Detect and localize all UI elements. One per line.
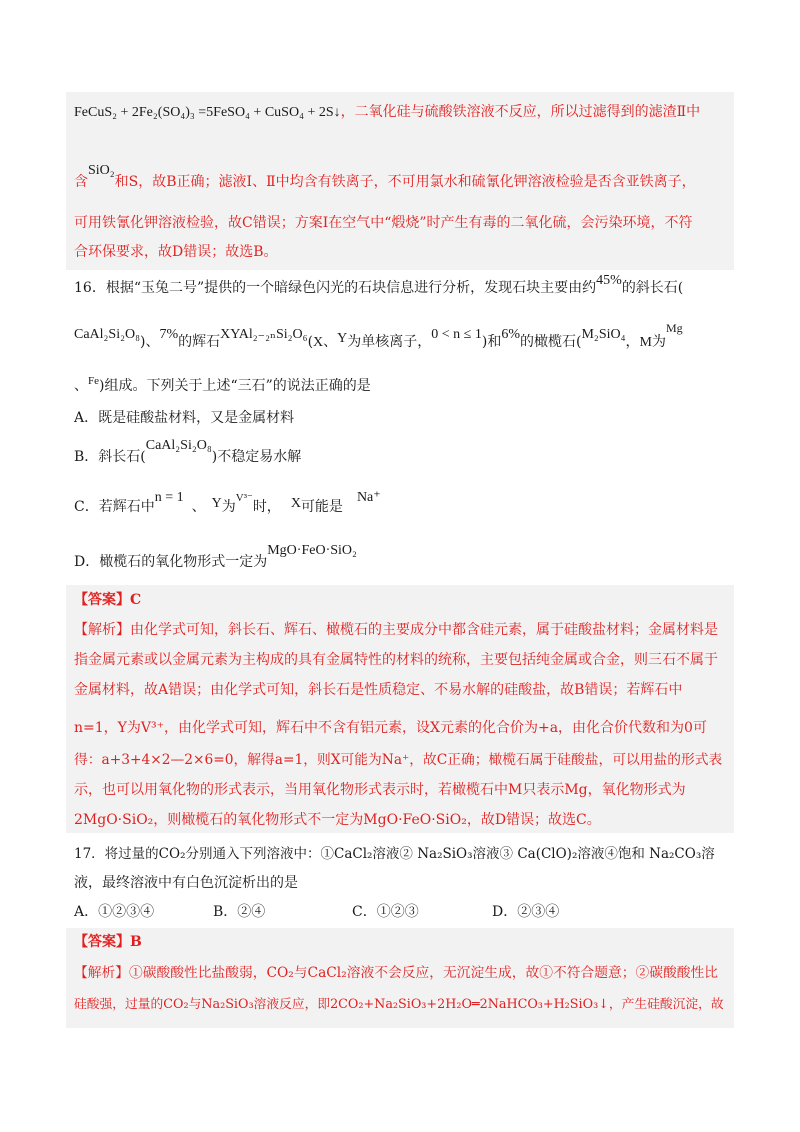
question-17-stem: 液，最终溶液中有白色沉淀析出的是	[74, 875, 298, 891]
explanation-line: 硅酸强，过量的CO₂与Na₂SiO₃溶液反应，即2CO₂+Na₂SiO₃+2H₂O═2NaHCO₃+H₂SiO₃↓，产生硅酸沉淀，故	[74, 997, 724, 1012]
line: 可用铁氰化钾溶液检验，故C错误；方案Ⅰ在空气中“煅烧”时产生有毒的二氧化硫，会污染环境，不符	[74, 215, 693, 231]
question-16-stem: 16．根据“玉兔二号”提供的一个暗绿色闪光的石块信息进行分析，发现石块主要由约45%的斜长石(	[74, 273, 684, 296]
formula: M₂SiO₄	[581, 327, 626, 342]
explanation-line: 【解析】①碳酸酸性比盐酸弱，CO₂与CaCl₂溶液不会反应，无沉淀生成，故①不符合题意；②碳酸酸性比	[74, 965, 718, 981]
formula: SiO₂	[88, 163, 115, 178]
answer: 【答案】C	[74, 592, 142, 608]
explanation-line: 【解析】由化学式可知，斜长石、辉石、橄榄石的主要成分中都含硅元素，属于硅酸盐材料；金属材料是	[74, 622, 718, 638]
explanation-line: 2MgO·SiO₂，则橄榄石的氧化物形式不一定为MgO·FeO·SiO₂，故D错误；故选C。	[74, 812, 601, 828]
formula: CaAl₂Si₂O₈	[74, 327, 140, 342]
explanation-line: 指金属元素或以金属元素为主构成的具有金属特性的材料的统称，主要包括纯金属或合金，则三石不属于	[74, 652, 718, 668]
question-16-stem: CaAl₂Si₂O₈)、7%的辉石XYAl₂₋₂ₙSi₂O₆(X、Y为单核离子，0 < n ≤ 1)和6%的橄榄石(M₂SiO₄，M为Mg	[74, 321, 683, 350]
explanation-line: n=1，Y为V³⁺，由化学式可知，辉石中不含有铝元素，设X元素的化合价为+a，由化合价代数和为0可	[74, 720, 707, 736]
explanation-line: 金属材料，故A错误；由化学式可知，斜长石是性质稳定、不易水解的硅酸盐，故B错误；若辉石中	[74, 682, 683, 698]
formula: CaAl₂Si₂O₈	[145, 438, 212, 453]
formula: MgO·FeO·SiO₂	[267, 543, 357, 558]
option-a[interactable]: A．①②③④	[74, 904, 155, 920]
equation: FeCuS₂ + 2Fe₂(SO₄)₃ =5FeSO₄ + CuSO₄ + 2S↓	[74, 105, 341, 120]
option-d[interactable]: D．橄榄石的氧化物形式一定为MgO·FeO·SiO₂	[74, 543, 357, 570]
line: 合环保要求，故D错误；故选B。	[74, 244, 278, 260]
option-c[interactable]: C．若辉石中n = 1、 Y为V³⁻时， X可能是Na⁺	[74, 490, 381, 515]
formula: XYAl₂₋₂ₙSi₂O₆	[220, 327, 308, 342]
explanation-line: 得：a+3+4×2—2×6=0，解得a=1，则X可能为Na⁺，故C正确；橄榄石属于硅酸盐，可以用盐的形式表	[74, 752, 723, 768]
question-17-stem: 17．将过量的CO₂分别通入下列溶液中：①CaCl₂溶液② Na₂SiO₃溶液③ Ca(ClO)₂溶液④饱和 Na₂CO₃溶	[74, 846, 715, 862]
answer: 【答案】B	[74, 934, 142, 950]
option-c[interactable]: C．①②③	[352, 904, 419, 920]
option-a[interactable]: A．既是硅酸盐材料，又是金属材料	[74, 410, 295, 426]
line: FeCuS₂ + 2Fe₂(SO₄)₃ =5FeSO₄ + CuSO₄ + 2S↓，二氧化硅与硫酸铁溶液不反应，所以过滤得到的滤渣Ⅱ中	[74, 105, 701, 120]
line: 含SiO₂和S，故B正确；滤液Ⅰ、Ⅱ中均含有铁离子，不可用氯水和硫氰化钾溶液检验是否含亚铁离子，	[74, 163, 696, 190]
option-b[interactable]: B．②④	[213, 904, 266, 920]
question-16-stem: 、Fe)组成。下列关于上述“三石”的说法正确的是	[74, 375, 371, 394]
explanation-line: 示，也可以用氧化物的形式表示，当用氧化物形式表示时，若橄榄石中M只表示Mg，氧化物形式为	[74, 782, 686, 798]
option-b[interactable]: B．斜长石(CaAl₂Si₂O₈)不稳定易水解	[74, 438, 302, 465]
option-d[interactable]: D．②③④	[492, 904, 560, 920]
